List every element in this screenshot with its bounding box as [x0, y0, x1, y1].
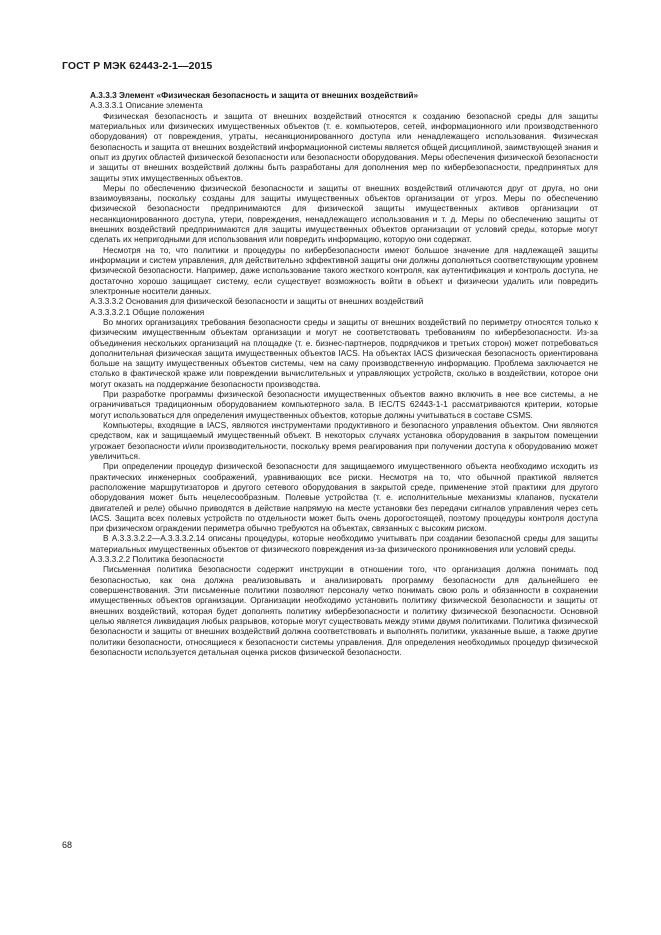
paragraph: Несмотря на то, что политики и процедуры по кибербезопасности имеют большое значение для надлежащей защиты информации и систем управления, для действительно эффективной защиты они должны дополняться соответствующим уровнем физической безопасности. Например, даже использование такого жесткого контроля, как аутентификация и контроль доступа, не достаточно хорошо защищает систему, если существует возможность войти в объект и физически удалить или повредить электронные носители данных.	[90, 244, 598, 296]
paragraph: Физическая безопасность и защита от внешних воздействий относятся к созданию безопасной среды для защиты материальных или физических имущественных объектов (т. е. компьютеров, сетей, информационного или производственного оборудования) от повреждения, утраты, несанкционированного доступа или ненадлежащего использования. Физическая безопасность и защита от внешних воздействий информационной системы является общей дисциплиной, заимствующей знания и опыт из других областей физической безопасности или безопасности оборудования. Меры обеспечения физической безопасности и защиты от внешних воздействий должны быть разработаны для дополнения мер по кибербезопасности, предпринятых для защиты этих имущественных объектов.	[90, 110, 598, 183]
section-title: А.3.3.3 Элемент «Физическая безопасность и защита от внешних воздействий»	[90, 90, 419, 100]
paragraph: При разработке программы физической безопасности имущественных объектов важно включить в нее все системы, а не ограничиваться традиционным оборудованием компьютерного зала. В IEC/TS 62443-1-1 рассматриваются критерии, которые могут использоваться для определения имущественных объектов, которые должны учитываться в составе CSMS.	[90, 389, 598, 420]
subsection-heading: А.3.3.3.2.1 Общие положения	[90, 306, 205, 317]
paragraph: Во многих организациях требования безопасности среды и защиты от внешних воздействий по периметру относятся только к физическим имущественным объектам организации и могут не соответствовать требованиям по кибербезопасности. Из-за объединения нескольких организаций на площадке (т. е. бизнес-партнеров, подрядчиков и третьих сторон) может потребоваться дополнительная физическая защита имущественных объектов IACS. На объектах IACS физическая безопасность ориентирована больше на защиту имущественных объектов системы, чем на саму производственную информацию. Проблема заключается не столько в фактической краже или повреждении вычислительных и управляющих устройств, сколько в воздействии, которое они могут оказать на поддержание безопасности производства.	[90, 316, 598, 389]
document-body	[90, 90, 598, 657]
paragraph: Меры по обеспечению физической безопасности и защиты от внешних воздействий отличаются друг от друга, но они взаимоувязаны, поскольку созданы для защиты имущественных объектов организации от угроз. Меры по обеспечению физической безопасности предпринимаются для физической защиты имущественных активов организации от несанкционированного доступа, утери, повреждения, ненадлежащего использования и т. д. Меры по обеспечению защиты от внешних воздействий предпринимаются для защиты имущественных объектов организации от условий среды, которые могут сделать их непригодными для использования или повредить информацию, которую они содержат.	[90, 182, 598, 245]
paragraph: Компьютеры, входящие в IACS, являются инструментами продуктивного и безопасного управления объектом. Они являются средством, как и защищаемый имущественный объект. В некоторых случаях установка оборудования в закрытом помещении угрожает безопасности и/или производительности, поскольку время реагирования при получении доступа к оборудованию может увеличиться.	[90, 420, 598, 461]
paragraph: При определении процедур физической безопасности для защищаемого имущественного объекта необходимо исходить из практических инженерных соображений, уравнивающих все риски. Несмотря на то, что обычной практикой является расположение маршрутизаторов и другого сетевого оборудования в закрытой среде, применение этой практики для другого оборудования может быть нецелесообразным. Полевые устройства (т. е. исполнительные механизмы клапанов, пускатели двигателей и реле) обычно приводятся в действие напрямую на месте установки без передачи сигналов управления через сеть IACS. Защита всех полевых устройств по отдельности может быть очень дорогостоящей, поэтому процедуры контроля доступа при физическом ограждении периметра обычно требуются на объектах, связанных с высоким риском.	[90, 461, 598, 534]
paragraph: В А.3.3.3.2.2—А.3.3.3.2.14 описаны процедуры, которые необходимо учитывать при создании безопасной среды для защиты материальных имущественных объектов от физического повреждения из-за физического проникновения или условий среды.	[90, 533, 598, 554]
paragraph: Письменная политика безопасности содержит инструкции в отношении того, что организация должна понимать под безопасностью, как она должна реализовывать и анализировать программу безопасности для дальнейшего ее совершенствования. Эти письменные политики позволяют персоналу четко понимать свою роль и обязанности в сохранении имущественных объектов организации. Организации необходимо установить политику физической безопасности и защиты от внешних воздействий, которая будет дополнять политику кибербезопасности и политику физической безопасности. Основной целью является ликвидация любых разрывов, которые могут существовать между этими двумя политиками. Политика физической безопасности и защиты от внешних воздействий должна соответствовать и выполнять политики, указанные выше, а также другие политики безопасности, относящиеся к безопасности системы управления. Для определения необходимых процедур физической безопасности используется детальная оценка рисков физической безопасности.	[90, 564, 598, 657]
document-header: ГОСТ Р МЭК 62443-2-1—2015	[62, 60, 213, 72]
subsection-heading: А.3.3.3.1 Описание элемента	[90, 100, 203, 111]
subsection-heading: А.3.3.3.2.2 Политика безопасности	[90, 554, 224, 565]
subsection-heading: А.3.3.3.2 Основания для физической безопасности и защиты от внешних воздействий	[90, 296, 424, 307]
page-number: 68	[62, 840, 73, 850]
